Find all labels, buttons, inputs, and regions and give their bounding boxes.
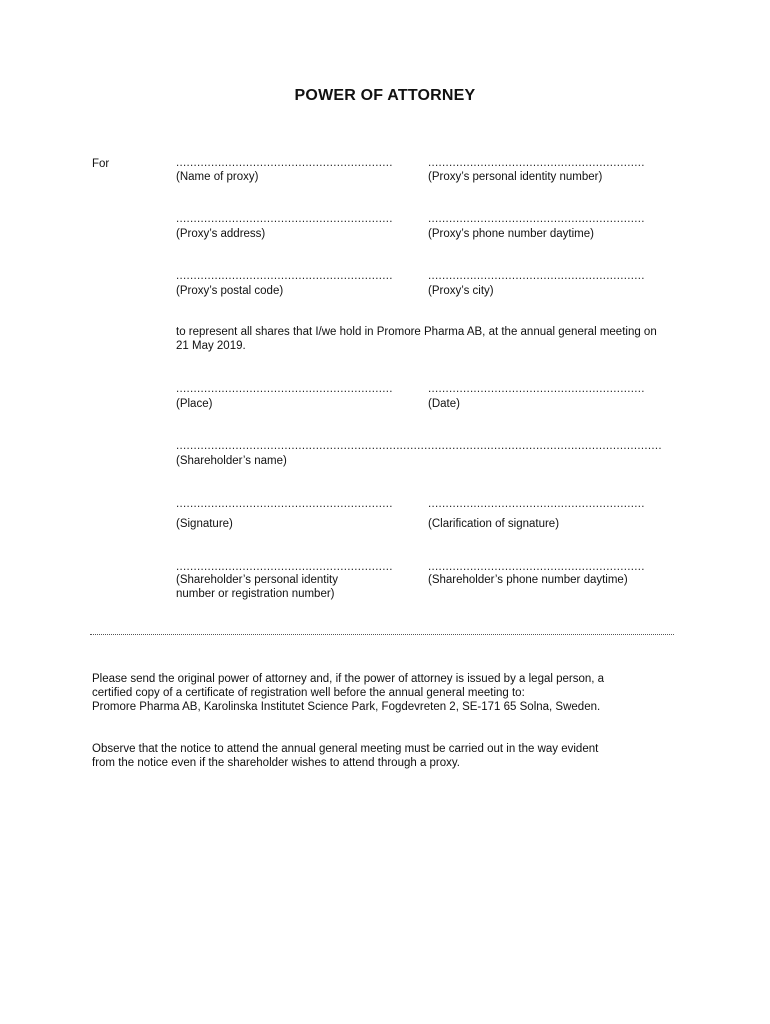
notice-line-2: from the notice even if the shareholder wishes to attend through a proxy.: [92, 757, 460, 769]
proxy-identity-number-label: (Proxy’s personal identity number): [428, 171, 603, 183]
shareholder-name-line[interactable]: ...........................................................................................................................................: [176, 441, 662, 451]
shareholder-phone-label: (Shareholder’s phone number daytime): [428, 574, 628, 586]
shareholder-identity-line[interactable]: ..............................................................: [176, 562, 393, 572]
date-label: (Date): [428, 398, 460, 410]
shareholder-name-label: (Shareholder’s name): [176, 455, 287, 467]
instructions-line-2: certified copy of a certificate of registration well before the annual general meeting to:: [92, 687, 525, 699]
for-label: For: [92, 158, 110, 170]
place-label: (Place): [176, 398, 213, 410]
proxy-phone-line[interactable]: ..............................................................: [428, 214, 645, 224]
clarification-label: (Clarification of signature): [428, 518, 560, 530]
shareholder-identity-label-line2: number or registration number): [176, 588, 335, 600]
instructions-line-3: Promore Pharma AB, Karolinska Institutet Science Park, Fogdevreten 2, SE-171 65 Solna, Sweden.: [92, 701, 601, 713]
proxy-postal-code-label: (Proxy’s postal code): [176, 285, 284, 297]
document-title: POWER OF ATTORNEY: [294, 87, 476, 104]
proxy-identity-number-line[interactable]: ..............................................................: [428, 158, 645, 168]
name-of-proxy-label: (Name of proxy): [176, 171, 259, 183]
shareholder-identity-label-line1: (Shareholder’s personal identity: [176, 574, 338, 586]
proxy-address-line[interactable]: ..............................................................: [176, 214, 393, 224]
name-of-proxy-line[interactable]: ..............................................................: [176, 158, 393, 168]
shareholder-phone-line[interactable]: ..............................................................: [428, 562, 645, 572]
signature-line[interactable]: ..............................................................: [176, 499, 393, 509]
proxy-phone-label: (Proxy’s phone number daytime): [428, 228, 594, 240]
proxy-city-label: (Proxy’s city): [428, 285, 494, 297]
date-line[interactable]: ..............................................................: [428, 384, 645, 394]
notice-line-1: Observe that the notice to attend the annual general meeting must be carried out in the way evident: [92, 743, 599, 755]
represent-statement: to represent all shares that I/we hold in Promore Pharma AB, at the annual general meeting on 21 May 2019.: [176, 326, 657, 353]
instructions-line-1: Please send the original power of attorney and, if the power of attorney is issued by a legal person, a: [92, 673, 605, 685]
signature-label: (Signature): [176, 518, 233, 530]
proxy-city-line[interactable]: ..............................................................: [428, 271, 645, 281]
proxy-postal-code-line[interactable]: ..............................................................: [176, 271, 393, 281]
place-line[interactable]: ..............................................................: [176, 384, 393, 394]
clarification-line[interactable]: ..............................................................: [428, 499, 645, 509]
proxy-address-label: (Proxy’s address): [176, 228, 266, 240]
section-divider: [90, 634, 674, 635]
